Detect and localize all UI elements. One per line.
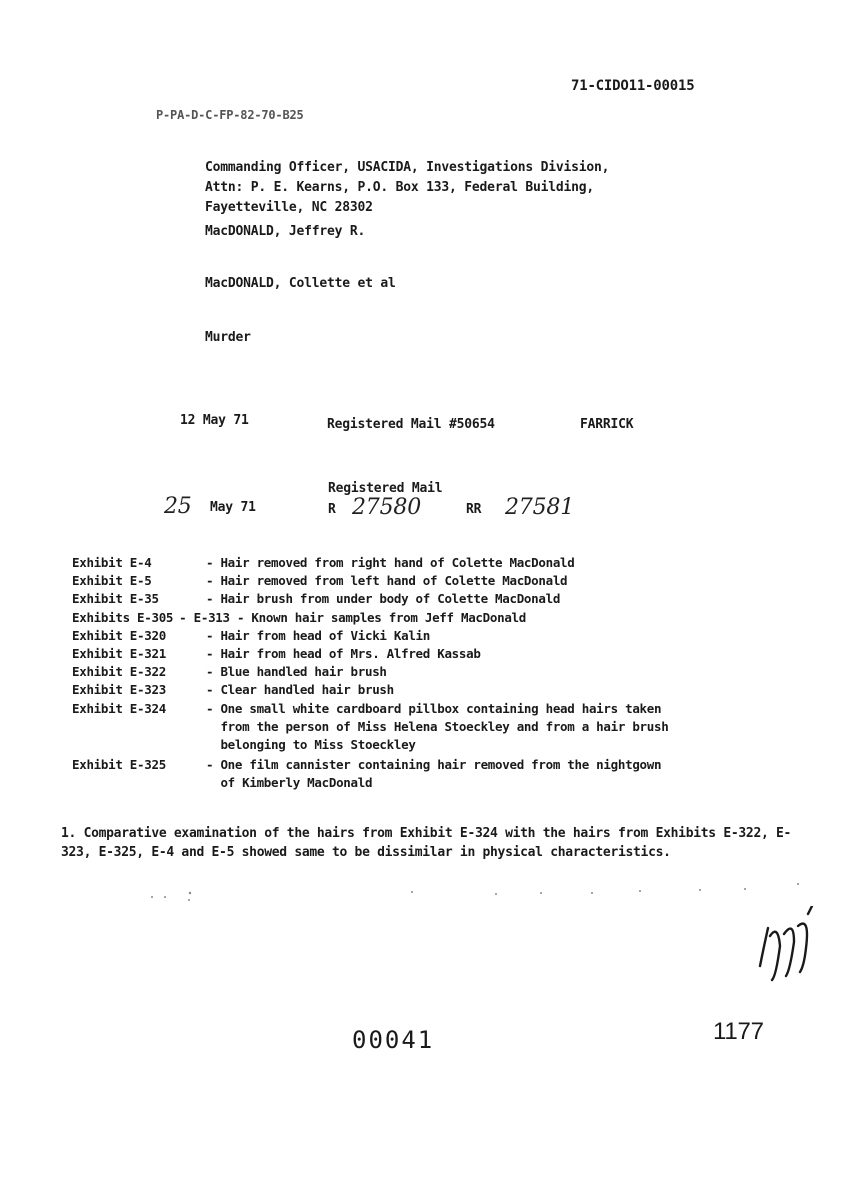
exhibit-description: - Hair removed from left hand of Colette MacDonald <box>206 573 568 589</box>
exhibit-description: - Clear handled hair brush <box>206 682 394 698</box>
page-number: 00041 <box>352 1026 435 1054</box>
exhibit-label: Exhibit E-35 <box>72 591 159 607</box>
rr-number-2: 27581 <box>505 495 574 520</box>
exhibit-label: Exhibit E-320 <box>72 627 166 643</box>
exhibit-description: - Hair from head of Mrs. Alfred Kassab <box>206 646 481 662</box>
victims: MacDONALD, Collette et al <box>205 276 396 291</box>
exhibit-description: - E-313 - Known hair samples from Jeff MacDonald <box>179 609 527 625</box>
exhibit-description: - Hair from head of Vicki Kalin <box>206 627 430 643</box>
exhibit-label: Exhibit E-323 <box>72 682 166 698</box>
second-date-month: May 71 <box>210 500 256 515</box>
subject-name: MacDONALD, Jeffrey R. <box>205 224 366 239</box>
file-reference: P-PA-D-C-FP-82-70-B25 <box>156 108 304 122</box>
exhibit-label: Exhibit E-324 <box>72 700 166 716</box>
exhibit-description: - Blue handled hair brush <box>206 664 387 680</box>
offense: Murder <box>205 330 251 345</box>
exhibit-description: - Hair removed from right hand of Colette MacDonald <box>206 555 575 570</box>
exhibit-label: Exhibit E-325 <box>72 757 166 773</box>
address-line-3: Fayetteville, NC 28302 <box>205 200 373 215</box>
document-id: 71-CIDO11-00015 <box>571 78 695 94</box>
stamp-number: 1177 <box>713 1018 764 1045</box>
exhibit-label: Exhibit E-322 <box>72 664 166 680</box>
exhibit-label: Exhibit E-4 <box>72 555 152 570</box>
second-mail-label: Registered Mail <box>328 481 443 496</box>
rr-number-1: 27580 <box>352 495 421 520</box>
first-date: 12 May 71 <box>180 413 249 428</box>
exhibit-label: Exhibits E-305 <box>72 609 174 625</box>
first-signer: FARRICK <box>580 417 634 432</box>
address-line-2: Attn: P. E. Kearns, P.O. Box 133, Federal Building, <box>205 180 594 195</box>
exhibit-label: Exhibit E-321 <box>72 646 166 662</box>
rr-prefix-2: RR <box>466 502 482 517</box>
second-date-handwritten: 25 <box>164 494 192 519</box>
exhibit-label: Exhibit E-5 <box>72 573 152 589</box>
first-mail: Registered Mail #50654 <box>327 417 495 432</box>
examination-result: 1. Comparative examination of the hairs from Exhibit E-324 with the hairs from Exhibits E-322, E-323, E-325, E-4 and E-5 showed same to be dissimilar in physical characteristics. <box>61 826 792 860</box>
address-line-1: Commanding Officer, USACIDA, Investigations Division, <box>205 160 610 175</box>
rr-prefix-1: R <box>328 502 336 517</box>
handwritten-initials <box>750 906 820 986</box>
exhibit-description: - One small white cardboard pillbox containing head hairs taken from the person of Miss Helena Stoeckley and from a hair brush belonging to Miss Stoeckley <box>206 700 669 753</box>
exhibit-description: - One film cannister containing hair removed from the nightgown of Kimberly MacDonald <box>206 757 662 791</box>
exhibit-description: - Hair brush from under body of Colette MacDonald <box>206 591 561 607</box>
